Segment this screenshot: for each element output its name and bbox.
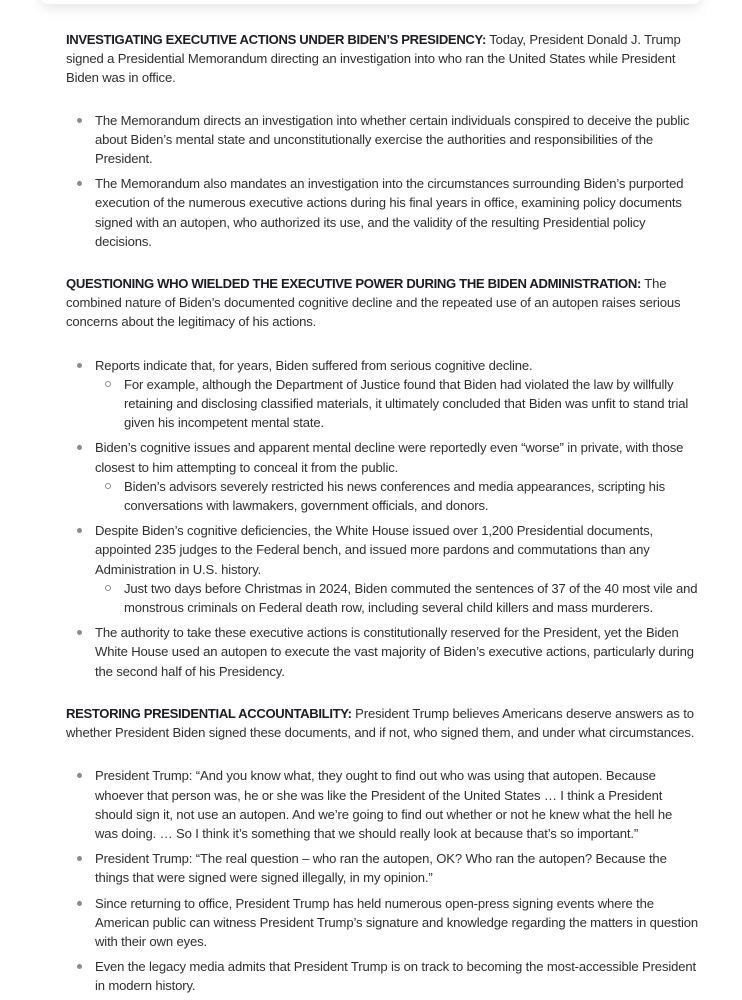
bullet-icon	[77, 964, 82, 969]
section-text: President Trump believes Americans deserve answers as to whether President Biden signed these documents, and if not, who signed them, and under what circumstances.	[66, 705, 695, 741]
list-item-text: Biden’s cognitive issues and apparent mental decline were reportedly even “worse” in private, with those closest to him attempting to conceal it from the public.	[95, 440, 684, 475]
section-heading: QUESTIONING WHO WIELDED THE EXECUTIVE POWER DURING THE BIDEN ADMINISTRATION:	[66, 276, 641, 292]
list-item-text: The Memorandum directs an investigation into whether certain individuals conspired to deceive the public about Biden’s mental state and unconstitutionally exercise the authorities and responsibilities of the President.	[95, 112, 690, 167]
sub-list	[95, 375, 698, 433]
bullet-list	[66, 356, 698, 681]
bullet-list	[66, 111, 698, 251]
list-item-text: Since returning to office, President Trump has held numerous open-press signing events where the American public can witness President Trump’s signature and knowledge regarding the matters in question with their own eyes.	[95, 895, 698, 949]
list-item-text: The authority to take these executive actions is constitutionally reserved for the President, yet the Biden White House used an autopen to execute the vast majority of Biden’s executive actions, particularly during the second half of his Presidency.	[95, 625, 694, 679]
bullet-icon	[77, 528, 82, 533]
list-item-text: President Trump: “And you know what, they ought to find out who was using that autopen. Because whoever that person was, he or she was like the President of the United States … I think a President should sign it, not use an autopen. And we’re going to find out whether or not he knew what the hell he was doing. … So I think it’s something that we should really look at because that’s so important.”	[95, 768, 673, 841]
article-body	[66, 30, 698, 996]
list-item-text: Despite Biden’s cognitive deficiencies, the White House issued over 1,200 Presidential documents, appointed 235 judges to the Federal bench, and issued more pardons and commutations than any Administration in U.S. history.	[95, 523, 654, 577]
bullet-icon	[77, 773, 82, 778]
top-card-edge	[40, 0, 702, 4]
list-item-text: Reports indicate that, for years, Biden suffered from serious cognitive decline.	[95, 357, 533, 373]
section-intro	[66, 704, 698, 742]
section-text: Today, President Donald J. Trump signed a Presidential Memorandum directing an investigation into who ran the United States while President Biden was in office.	[66, 32, 681, 86]
bullet-icon	[77, 630, 82, 635]
bullet-icon	[77, 856, 82, 861]
section-questioning	[66, 274, 698, 681]
sub-list-item-text: Just two days before Christmas in 2024, Biden commuted the sentences of 37 of the 40 most vile and monstrous criminals on Federal death row, including several child killers and mass murderers.	[124, 580, 698, 616]
sub-list-item	[95, 375, 698, 433]
sub-list-item	[95, 579, 698, 617]
list-item-text: President Trump: “The real question – who ran the autopen, OK? Who ran the autopen? Because the things that were signed were signed illegally, in my opinion.”	[95, 851, 667, 886]
bullet-icon	[77, 118, 82, 123]
bullet-icon	[77, 445, 82, 450]
list-item	[66, 766, 698, 843]
sub-list	[95, 579, 698, 617]
bullet-icon	[77, 363, 82, 368]
list-item	[66, 957, 698, 995]
section-text: The combined nature of Biden’s documented cognitive decline and the repeated use of an autopen raises serious concerns about the legitimacy of his actions.	[66, 276, 681, 330]
section-restoring	[66, 704, 698, 996]
list-item	[66, 894, 698, 952]
list-item	[66, 438, 698, 515]
sub-bullet-icon	[105, 483, 111, 489]
sub-list	[95, 477, 698, 515]
bullet-icon	[77, 901, 82, 906]
list-item	[66, 849, 698, 887]
section-heading: INVESTIGATING EXECUTIVE ACTIONS UNDER BIDEN’S PRESIDENCY:	[66, 32, 486, 47]
bullet-icon	[77, 181, 82, 186]
list-item	[66, 111, 698, 169]
sub-list-item-text: For example, although the Department of Justice found that Biden had violated the law by willfully retaining and disclosing classified materials, it ultimately concluded that Biden was unfit to stand trial given his incompetent mental state.	[124, 376, 689, 431]
list-item-text: The Memorandum also mandates an investigation into the circumstances surrounding Biden’s purported execution of the numerous executive actions during his final years in office, examining policy documents signed with an autopen, who authorized its use, and the validity of the resulting Presidential policy decisions.	[95, 176, 684, 249]
list-item	[66, 174, 698, 251]
section-heading: RESTORING PRESIDENTIAL ACCOUNTABILITY:	[66, 705, 352, 721]
bullet-list	[66, 766, 698, 995]
section-intro	[66, 30, 698, 88]
list-item	[66, 521, 698, 617]
section-intro	[66, 274, 698, 332]
sub-bullet-icon	[105, 381, 111, 387]
list-item	[66, 356, 698, 433]
sub-list-item	[95, 477, 698, 515]
sub-list-item-text: Biden’s advisors severely restricted his news conferences and media appearances, scripting his conversations with lawmakers, government officials, and donors.	[124, 478, 665, 514]
sub-bullet-icon	[105, 585, 111, 591]
list-item	[66, 623, 698, 681]
list-item-text: Even the legacy media admits that President Trump is on track to becoming the most-accessible President in modern history.	[95, 959, 696, 994]
section-investigating	[66, 30, 698, 251]
